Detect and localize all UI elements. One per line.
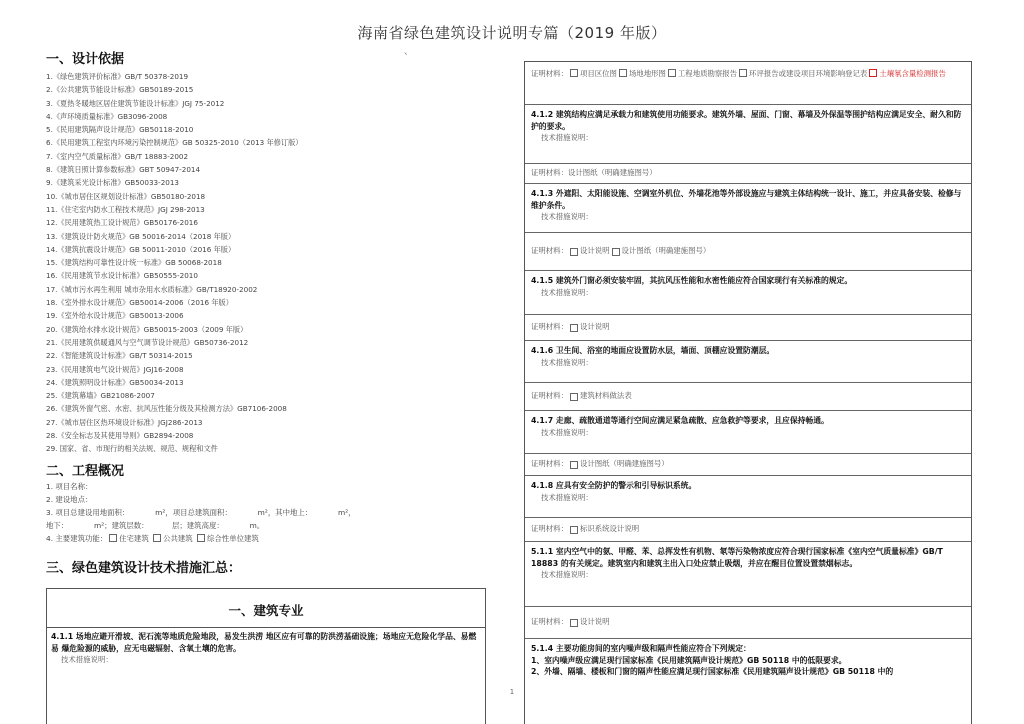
reference-item: 26.《建筑外窗气密、水密、抗风压性能分级及其检测方法》GB7106-2008: [46, 404, 287, 414]
row-4-1-5: [525, 271, 971, 315]
checkbox-signage-notes[interactable]: [570, 526, 578, 534]
reference-item: 11.《住宅室内防水工程技术规范》JGJ 298-2013: [46, 204, 205, 214]
reference-item: 25.《建筑幕墙》GB21086-2007: [46, 391, 155, 401]
reference-item: 19.《室外给水设计规范》GB50013-2006: [46, 311, 184, 321]
reference-item: 24.《建筑照明设计标准》GB50034-2013: [46, 377, 184, 387]
row-4-1-7-proof: [525, 454, 971, 476]
checkbox-design-notes[interactable]: [570, 248, 578, 256]
reference-item: 29. 国家、省、市现行的相关法规、规范、规程和文件: [46, 444, 218, 454]
reference-item: 1.《绿色建筑评价标准》GB/T 50378-2019: [46, 72, 189, 81]
reference-item: 2.《公共建筑节能设计标准》GB50189-2015: [46, 85, 194, 95]
option-topo-map: 场地地形图: [628, 69, 666, 78]
checkbox-public[interactable]: [153, 534, 161, 542]
checkbox-geo-report[interactable]: [668, 69, 676, 77]
item-5-1-1-measure: 技术措施说明：: [541, 570, 593, 579]
measures-table: [524, 61, 972, 724]
row-4-1-7: [525, 411, 971, 454]
reference-item: 6.《民用建筑工程室内环境污染控制规范》GB 50325-2010（2013 年修订版）: [46, 138, 303, 148]
option-design-notes: 设计说明: [579, 617, 610, 627]
section3-heading: 三、绿色建筑设计技术措施汇总：: [46, 560, 242, 576]
reference-item: 7.《室内空气质量标准》GB/T 18883-2002: [46, 151, 189, 161]
proof-prefix: 证明材料：: [531, 246, 568, 256]
row-4-1-6: [525, 341, 971, 383]
proof-prefix: 证明材料：: [531, 459, 568, 469]
reference-item: 14.《建筑抗震设计规范》GB 50011-2010（2016 年版）: [46, 244, 236, 254]
row-5-1-1: [525, 542, 971, 607]
item-4-1-1-measure: 技术措施说明：: [61, 655, 113, 664]
item-4-1-2-title: 4.1.2 建筑结构应满足承载力和建筑使用功能要求。建筑外墙、屋面、门窗、幕墙及外保温等围护结构应满足安全、耐久和防护的要求。: [531, 110, 962, 131]
option-public: 公共建筑: [163, 533, 193, 543]
item-4-1-3-measure: 技术措施说明：: [541, 212, 593, 221]
checkbox-design-notes[interactable]: [570, 619, 578, 627]
document-title: 海南省绿色建筑设计说明专篇（2019 年版）: [357, 24, 667, 42]
item-4-1-7-measure: 技术措施说明：: [541, 427, 593, 437]
proof-prefix: 证明材料：: [531, 391, 568, 401]
reference-item: 28.《安全标志及其使用导则》GB2894-2008: [46, 431, 194, 441]
option-signage-notes: 标识系统设计说明: [579, 524, 640, 534]
reference-item: 20.《建筑给水排水设计规范》GB50015-2003（2009 年版）: [46, 324, 248, 334]
row-4-1-3: [525, 184, 971, 233]
reference-item: 16.《民用建筑节水设计标准》GB50555-2010: [46, 271, 198, 281]
option-design-notes: 设计说明: [579, 322, 610, 332]
checkbox-location-map[interactable]: [570, 69, 578, 77]
item-4-1-8-measure: 技术措施说明：: [541, 492, 593, 502]
architecture-box-title: 一、建筑专业: [228, 603, 304, 618]
item-5-1-4-line2: 2、外墙、隔墙、楼板和门窗的隔声性能应满足现行国家标准《民用建筑隔声设计规范》GB 50118 中的: [531, 667, 894, 676]
option-mixed: 综合性单位建筑: [207, 533, 259, 543]
item-5-1-4-line1: 1、室内噪声级应满足现行国家标准《民用建筑隔声设计规范》GB 50118 中的低限要求。: [531, 655, 847, 665]
checkbox-radon-report[interactable]: [869, 69, 877, 77]
reference-item: 9.《建筑采光设计标准》GB50033-2013: [46, 178, 179, 188]
option-location-map: 项目区位图: [579, 69, 617, 78]
option-residential: 住宅建筑: [119, 533, 149, 543]
reference-item: 8.《建筑日照计算参数标准》GBT 50947-2014: [46, 165, 201, 175]
reference-item: 13.《建筑设计防火规范》GB 50016-2014（2018 年版）: [46, 231, 236, 241]
project-location-line: 2. 建设地点：: [46, 494, 93, 504]
checkbox-material-table[interactable]: [570, 393, 578, 401]
checkbox-drawings[interactable]: [570, 461, 578, 469]
row-4-1-2: [525, 105, 971, 164]
option-eia-report: 环评报告或建设项目环境影响登记表: [749, 69, 868, 78]
project-name-line: 1. 项目名称：: [46, 481, 93, 491]
item-4-1-3-title: 4.1.3 外遮阳、太阳能设施、空调室外机位、外墙花池等外部设施应与建筑主体结构统一设计、施工，并应具备安装、检修与维护条件。: [531, 189, 962, 210]
page-number: 1: [509, 688, 515, 696]
project-floors-line: 地下： m²；建筑层数： 层；建筑高度： m。: [46, 520, 265, 530]
project-area-line: 3. 项目总建设用地面积： m²，项目总建筑面积： m²，其中地上： m²，: [46, 507, 356, 517]
checkbox-drawings[interactable]: [612, 248, 620, 256]
item-5-1-1-title: 5.1.1 室内空气中的氨、甲醛、苯、总挥发性有机物、氡等污染物浓度应符合现行国家标准《室内空气质量标准》GB/T 18883 的有关规定。建筑室内和建筑主出入口处应禁止吸烟，并应在醒目位置设置禁烟标志。: [531, 547, 943, 568]
proof-prefix: 证明材料：: [531, 617, 568, 627]
row-5-1-1-proof: [525, 607, 971, 639]
proof-prefix: 证明材料：: [531, 322, 568, 332]
row-4-1-2-proof: [525, 164, 971, 184]
reference-item: 22.《智能建筑设计标准》GB/T 50314-2015: [46, 351, 193, 361]
reference-item: 23.《民用建筑电气设计规范》JGJ16-2008: [46, 364, 184, 374]
option-drawings: 设计图纸（明确建施图号）: [579, 459, 669, 469]
reference-item: 10.《城市居住区规划设计标准》GB50180-2018: [46, 191, 206, 201]
reference-item: 18.《室外排水设计规范》GB50014-2006（2016 年版）: [46, 298, 233, 308]
section3: [46, 561, 486, 577]
reference-item: 15.《建筑结构可靠性设计统一标准》GB 50068-2018: [46, 258, 222, 268]
checkbox-eia-report[interactable]: [739, 69, 747, 77]
option-radon-report: 土壤氡含量检测报告: [879, 69, 946, 78]
item-4-1-7-title: 4.1.7 走廊、疏散通道等通行空间应满足紧急疏散、应急救护等要求，且应保持畅通。: [531, 416, 829, 425]
item-4-1-5-measure: 技术措施说明：: [541, 287, 593, 297]
option-drawings: 设计图纸（明确建施图号）: [621, 246, 711, 256]
item-4-1-6-title: 4.1.6 卫生间、浴室的地面应设置防水层，墙面、顶棚应设置防潮层。: [531, 346, 775, 355]
item-4-1-2-measure: 技术措施说明：: [541, 133, 593, 142]
section2: [46, 464, 486, 545]
row-4-1-5-proof: [525, 315, 971, 341]
reference-list: [46, 70, 486, 456]
item-4-1-8-title: 4.1.8 应具有安全防护的警示和引导标识系统。: [531, 481, 697, 490]
item-4-1-1-title: 4.1.1 场地应避开滑坡、泥石流等地质危险地段，易发生洪涝 地区应有可靠的防洪涝基础设施；场地应无危险化学品、易燃易 爆危险源的威胁，应无电磁辐射、含氧土壤的危害。: [51, 632, 477, 653]
checkbox-mixed[interactable]: [197, 534, 205, 542]
item-5-1-4-title: 5.1.4 主要功能房间的室内噪声级和隔声性能应符合下列规定：: [531, 644, 751, 653]
building-function-label: 4. 主要建筑功能：: [46, 533, 108, 543]
reference-item: 27.《城市居住区热环境设计标准》JGJ286-2013: [46, 417, 203, 427]
architecture-box: [46, 588, 486, 724]
row-4-1-8-proof: [525, 518, 971, 542]
reference-item: 17.《城市污水再生利用 城市杂用水水质标准》GB/T18920-2002: [46, 284, 258, 294]
reference-item: 5.《民用建筑隔声设计规范》GB50118-2010: [46, 125, 194, 135]
proof-prefix: 证明材料：: [531, 524, 568, 534]
proof-prefix: 证明材料：: [531, 69, 568, 78]
row-4-1-8: [525, 476, 971, 518]
reference-item: 21.《民用建筑供暖通风与空气调节设计规范》GB50736-2012: [46, 337, 249, 347]
option-geo-report: 工程地质勘察报告: [677, 69, 738, 78]
row-4-1-3-proof: [525, 233, 971, 271]
section2-heading: 二、工程概况: [46, 463, 125, 479]
item-4-1-6-measure: 技术措施说明：: [541, 357, 593, 367]
section1-heading: 一、设计依据: [46, 52, 125, 67]
item-4-1-2-proof: 证明材料：设计图纸（明确建施图号）: [531, 168, 657, 178]
item-4-1-5-title: 4.1.5 建筑外门窗必须安装牢固，其抗风压性能和水密性能应符合国家现行有关标准的规定。: [531, 276, 853, 285]
option-material-table: 建筑材料做法表: [579, 391, 632, 401]
row-4-1-6-proof: [525, 383, 971, 411]
option-design-notes: 设计说明: [579, 246, 610, 256]
tick-mark: 、: [404, 47, 414, 57]
reference-item: 4.《声环境质量标准》GB3096-2008: [46, 111, 168, 121]
row-site-proof: [525, 62, 971, 105]
building-function-line: [46, 532, 486, 545]
reference-item: 3.《夏热冬暖地区居住建筑节能设计标准》JGJ 75-2012: [46, 98, 225, 108]
reference-item: 12.《民用建筑热工设计规范》GB50176-2016: [46, 218, 198, 228]
checkbox-design-notes[interactable]: [570, 324, 578, 332]
checkbox-topo-map[interactable]: [619, 69, 627, 77]
left-column: [46, 52, 486, 577]
checkbox-residential[interactable]: [109, 534, 117, 542]
